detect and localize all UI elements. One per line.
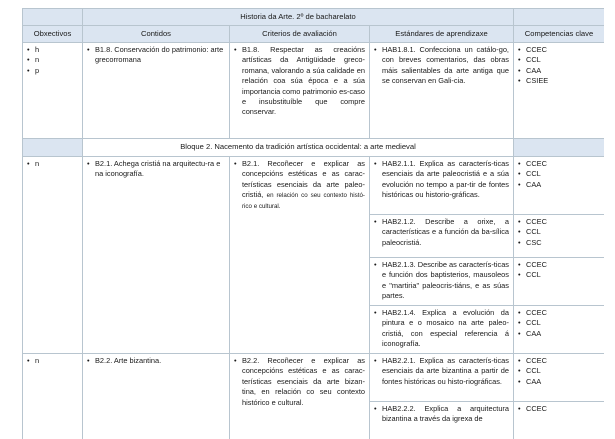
list-item: • n [27,55,78,65]
list-item: • h [27,45,78,55]
criteria-text: B2.1. Recoñecer e explicar as concepcións estéticas e as carac-terísticas esenciais da arte paleo-cristiá, [242,159,365,200]
list-item: • CAA [518,180,600,190]
list-item: • CCL [518,169,600,179]
standard-text: • HAB2.1.3. Describe as caracterís-ticas e función dos baptisterios, mausoleos e "martiria" paleocris-tiáns, e as súas partes. [374,260,509,302]
list-item: • CCEC [518,159,600,169]
curriculum-table [22,8,604,439]
block-title-row [23,139,605,157]
title-right-cell [514,9,605,26]
list-item: • CCEC [518,356,600,366]
objectives-cell [23,157,83,354]
list-item: • CCEC [518,217,600,227]
list-item: • CCEC [518,308,600,318]
list-item: • CAA [518,377,600,387]
standard-text: • HAB2.1.2. Describe a orixe, a características e a función da ba-sílica paleocristiá. [374,217,509,248]
objectives-cell [23,43,83,139]
content-text: • B2.1. Achega cristiá na arquitectu-ra e na iconografía. [87,159,225,180]
standard-text: • HAB1.8.1. Confecciona un catálo-go, con breves comentarios, das obras máis salientables da arte antiga que se conservan en Gali-cia. [374,45,509,87]
content-text: • B1.8. Conservación do patrimonio: arte grecorromana [87,45,225,66]
header-competences: Competencias clave [514,26,605,43]
competences-cell [514,258,605,306]
list-item: • CCL [518,270,600,280]
list-item: • CCL [518,318,600,328]
block-right-cell [514,139,605,157]
standard-cell [370,258,514,306]
content-cell [83,157,230,354]
standard-text: • HAB2.2.1. Explica as caracterís-ticas esenciais da arte bizantina a partir de fontes históricas ou histo-riográficas. [374,356,509,387]
objectives-cell [23,354,83,439]
list-item: • n [27,159,78,169]
competences-cell [514,157,605,215]
table-row [23,43,605,139]
criteria-text: • B2.2. Recoñecer e explicar as concepcións estéticas e as carac-terísticas esenciais da arte bizan-tina, en relación co seu contexto histórico e cultural. [234,356,365,408]
list-item: • CAA [518,66,600,76]
list-item: • n [27,356,78,366]
table-title-row [23,9,605,26]
list-item: • CCEC [518,404,600,414]
list-item: • CSC [518,238,600,248]
criteria-cell [230,354,370,439]
block-title: Bloque 2. Nacemento da tradición artística occidental: a arte medieval [83,139,514,157]
standard-cell [370,402,514,439]
curriculum-table-page [22,8,604,439]
list-item: • p [27,66,78,76]
competences-cell [514,306,605,354]
header-contents: Contidos [83,26,230,43]
list-item: • CCL [518,366,600,376]
criteria-cell [230,43,370,139]
table-row [23,157,605,215]
list-item: • CSIEE [518,76,600,86]
content-cell [83,354,230,439]
standard-cell [370,215,514,258]
competences-cell [514,402,605,439]
standard-cell [370,157,514,215]
list-item: • CCEC [518,260,600,270]
block-corner-cell [23,139,83,157]
competences-cell [514,354,605,402]
table-title: Historia da Arte. 2º de bacharelato [83,9,514,26]
standard-cell [370,43,514,139]
competences-cell [514,215,605,258]
competences-cell [514,43,605,139]
standard-text: • HAB2.1.4. Explica a evolución da pintura e o mosaico na arte paleo-cristiá, con especial referencia á iconografía. [374,308,509,350]
criteria-item [234,159,365,211]
title-corner-cell [23,9,83,26]
list-item: • CCL [518,227,600,237]
header-criteria: Criterios de avaliación [230,26,370,43]
content-text: • B2.2. Arte bizantina. [87,356,225,366]
header-row [23,26,605,43]
objectives-list [27,45,78,76]
standard-cell [370,354,514,402]
criteria-cell [230,157,370,354]
header-standards: Estándares de aprendizaxe [370,26,514,43]
standard-text: • HAB2.2.2. Explica a arquitectura bizantina a través da igrexa de [374,404,509,425]
table-row [23,354,605,402]
standard-cell [370,306,514,354]
content-cell [83,43,230,139]
list-item: • CCL [518,55,600,65]
list-item: • CAA [518,329,600,339]
criteria-text-small: en relación co seu contexto histó-rico e cultural. [242,192,365,210]
list-item: • CCEC [518,45,600,55]
header-objectives: Obxectivos [23,26,83,43]
standard-text: • HAB2.1.1. Explica as caracterís-ticas esenciais da arte paleocristiá e a súa evolución no tempo a par-tir de fontes históricas ou historio-gráficas. [374,159,509,201]
criteria-text: • B1.8. Respectar as creacións artísticas da Antigüidade greco-romana, valorando a súa calidade en relación coa súa época e a súa importancia como patrimonio es-caso e insubstituíble que compre conservar. [234,45,365,118]
